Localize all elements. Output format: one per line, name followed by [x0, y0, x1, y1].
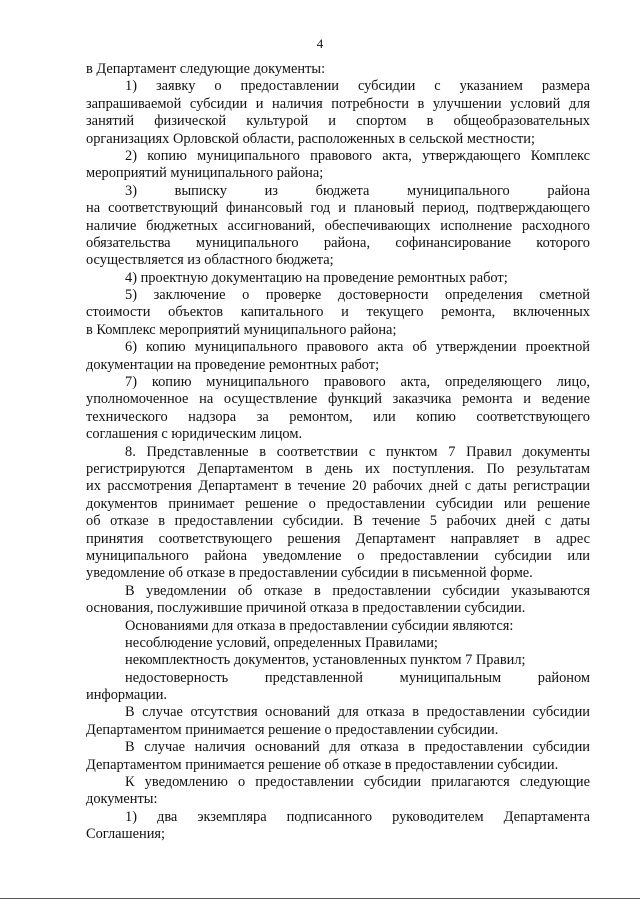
text-line: в Комплекс мероприятий муниципального района;: [86, 321, 397, 338]
document-body: [86, 61, 590, 844]
text-line: запрашиваемой субсидии и наличия потребности в улучшении условий для: [86, 95, 590, 112]
text-line: 5) заключение о проверке достоверности определения сметной: [125, 287, 590, 304]
text-line: организациях Орловской области, расположенных в сельской местности;: [86, 130, 535, 147]
text-line: их рассмотрения Департамент в течение 20 рабочих дней с даты регистрации: [86, 478, 590, 495]
text-line: В случае отсутствия оснований для отказа в предоставлении субсидии: [125, 704, 590, 721]
text-line: обязательства муниципального района, софинансирование которого: [86, 234, 590, 251]
text-line: соглашения с юридическим лицом.: [86, 426, 303, 443]
text-line: стоимости объектов капитального и текущего ремонта, включенных: [86, 304, 590, 321]
text-line: 4) проектную документацию на проведение ремонтных работ;: [125, 269, 508, 286]
scan-edge-line: [0, 898, 640, 899]
text-line: К уведомлению о предоставлении субсидии прилагаются следующие: [125, 774, 590, 791]
text-line: мероприятий муниципального района;: [86, 165, 324, 182]
text-line: технического надзора за ремонтом, или копию соответствующего: [86, 408, 590, 425]
text-line: 1) заявку о предоставлении субсидии с указанием размера: [125, 78, 590, 95]
text-line: Основаниями для отказа в предоставлении субсидии являются:: [125, 617, 514, 634]
text-line: осуществляется из областного бюджета;: [86, 252, 334, 269]
text-line: недостоверность представленной муниципальным районом: [125, 669, 590, 686]
text-line: некомплектность документов, установленных пунктом 7 Правил;: [125, 652, 526, 669]
text-line: 8. Представленные в соответствии с пунктом 7 Правил документы: [125, 443, 590, 460]
text-line: в Департамент следующие документы:: [86, 61, 326, 77]
text-line: занятий физической культурой и спортом в общеобразовательных: [86, 113, 590, 130]
text-line: В уведомлении об отказе в предоставлении субсидии указываются: [125, 582, 590, 599]
text-line: 1) два экземпляра подписанного руководителем Департамента: [125, 808, 590, 825]
text-line: Департаментом принимается решение об отказе в предоставлении субсидии.: [86, 756, 559, 773]
text-line: 7) копию муниципального правового акта, определяющего лицо,: [125, 374, 590, 391]
text-line: документов принимает решение о предоставлении субсидии или решение: [86, 495, 590, 512]
text-line: документы:: [86, 791, 158, 808]
text-line: несоблюдение условий, определенных Правилами;: [125, 634, 438, 651]
text-line: уполномоченное на осуществление функций заказчика ремонта и ведение: [86, 391, 590, 408]
text-line: 6) копию муниципального правового акта об утверждении проектной: [125, 339, 590, 356]
text-line: на соответствующий финансовый год и плановый период, подтверждающего: [86, 200, 590, 217]
text-line: В случае наличия оснований для отказа в предоставлении субсидии: [125, 739, 590, 756]
text-line: принятия соответствующего решения Департамент направляет в адрес: [86, 530, 590, 547]
text-line: Департаментом принимается решение о предоставлении субсидии.: [86, 721, 499, 738]
text-line: уведомление об отказе в предоставлении субсидии в письменной форме.: [86, 565, 533, 582]
text-line: основания, послужившие причиной отказа в предоставлении субсидии.: [86, 600, 526, 617]
page-number: 4: [316, 36, 324, 51]
text-line: об отказе в предоставлении субсидии. В течение 5 рабочих дней с даты: [86, 513, 590, 530]
text-line: 3) выписку из бюджета муниципального района: [125, 182, 590, 199]
text-line: документации на проведение ремонтных работ;: [86, 356, 380, 373]
text-line: Соглашения;: [86, 826, 166, 843]
text-line: муниципального района уведомление о предоставлении субсидии или: [86, 547, 590, 564]
text-line: информации.: [86, 687, 167, 704]
text-line: регистрируются Департаментом в день их поступления. По результатам: [86, 460, 590, 477]
text-line: наличие бюджетных ассигнований, обеспечивающих исполнение расходного: [86, 217, 590, 234]
text-line: 2) копию муниципального правового акта, утверждающего Комплекс: [125, 147, 590, 164]
